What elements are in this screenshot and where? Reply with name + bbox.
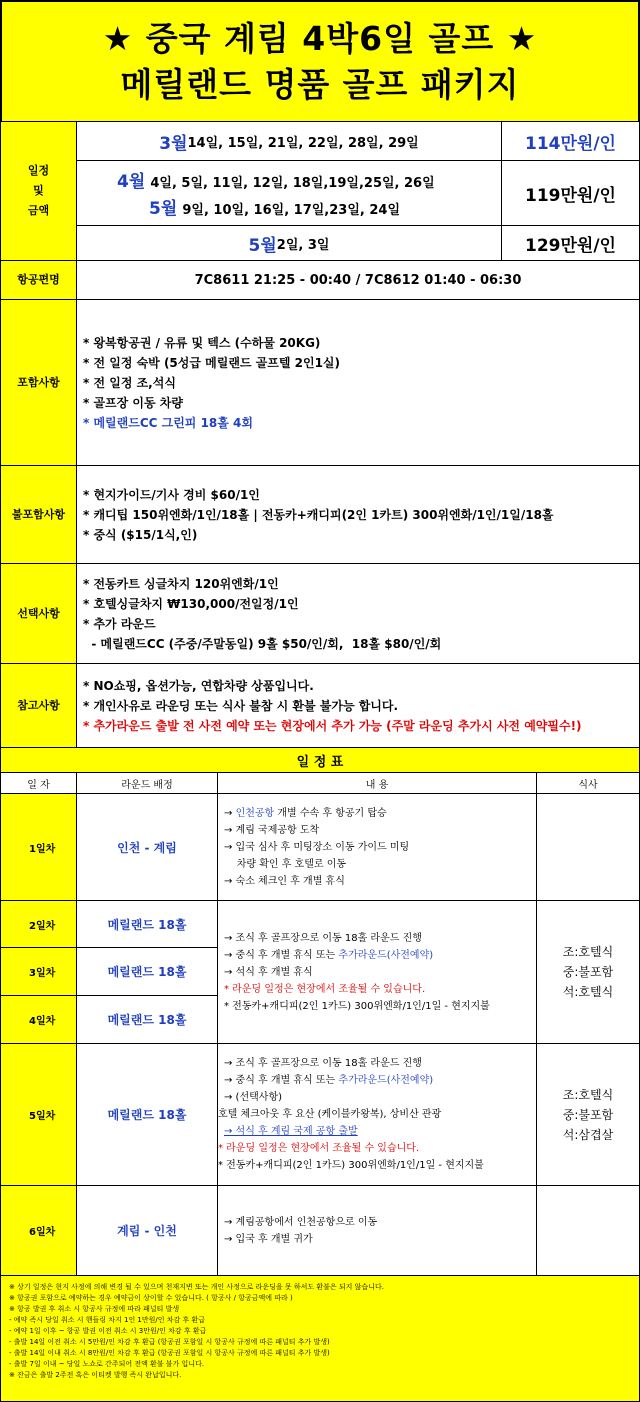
day-2-4-line <box>224 947 433 964</box>
included-item: * 왕복항공권 / 유류 및 텍스 (수하물 20KG) <box>83 335 321 350</box>
day-5-departure: → 석식 후 계림 국제 공항 출발 <box>224 1126 358 1137</box>
day-4-label: 4일차 <box>0 995 77 1044</box>
note-line: - 예약 1일 이후 ~ 항공 발권 이전 취소 시 3만원/인 차감 후 환급 <box>9 1327 207 1335</box>
extra-round-text: 추가라운드(사전예약) <box>338 1075 434 1086</box>
price-row-1: 114만원/인 <box>501 121 640 161</box>
schedule-row-1 <box>76 121 502 161</box>
included-item: * 메릴랜드CC 그린피 18홀 4회 <box>83 415 253 430</box>
reference-item: * NO쇼핑, 옵션가능, 연합차량 상품입니다. <box>83 678 314 693</box>
header-round: 라운드 배정 <box>76 772 218 794</box>
schedule-row-2-line-2 <box>117 194 400 219</box>
note-line: - 예약 즉시 당일 취소 시 핸들링 차지 1인 1만원/인 차감 후 환급 <box>9 1316 206 1324</box>
included-item: * 골프장 이동 차량 <box>83 395 183 410</box>
day-2-4-line: → 조식 후 골프장으로 이동 18홀 라운드 진행 <box>224 932 422 944</box>
day-2-round: 메릴랜드 18홀 <box>76 900 218 948</box>
day-1-line <box>224 805 387 822</box>
excluded-item: * 캐디팁 150위엔화/1인/18홀 | 전동카+캐디피(2인 1카트) 300위엔화/1인/1일/18홀 <box>83 507 554 522</box>
day-2-4-meal <box>536 900 640 1044</box>
reference-list <box>76 663 640 748</box>
day-6-line: → 계림공항에서 인천공항으로 이동 <box>224 1216 378 1228</box>
day-6-content <box>217 1185 537 1276</box>
note-line: ※ 항공권 포함으로 예약하는 경우 예약금이 상이할 수 있습니다. ( 항공사 / 항공금액에 따라 ) <box>9 1294 293 1302</box>
day-2-4-content <box>217 900 537 1044</box>
day-1-round: 인천 - 계림 <box>76 793 218 901</box>
included-list <box>76 299 640 466</box>
meal-lunch: 중:불포함 <box>562 965 614 979</box>
note-line: - 출발 14일 이전 취소 시 5만원/인 차감 후 환급 (항공권 포함일 시 항공사 규정에 따른 패널티 추가 발생) <box>9 1338 330 1346</box>
price-row-2: 119만원/인 <box>501 160 640 226</box>
day-2-label: 2일차 <box>0 900 77 948</box>
note-line: ※ 잔금은 출발 2주전 혹은 이티켓 발행 즉시 완납입니다. <box>9 1371 182 1379</box>
excluded-list <box>76 465 640 564</box>
meal-breakfast: 조:호텔식 <box>562 1087 614 1102</box>
day-4-round: 메릴랜드 18홀 <box>76 995 218 1044</box>
meal-lunch: 중:불포함 <box>562 1107 614 1122</box>
month-label: 5월 <box>248 235 277 256</box>
day-5-content <box>217 1043 537 1186</box>
header-meal: 식사 <box>536 772 640 794</box>
day-1-line: 차량 확인 후 호텔로 이동 <box>224 858 347 870</box>
price-row-3: 129만원/인 <box>501 225 640 261</box>
day-5-line: * 전동카+캐디피(2인 1카드) 300위엔화/1인/1일 - 현지지불 <box>218 1160 484 1171</box>
included-item: * 전 일정 조,석식 <box>83 375 176 390</box>
note-line: - 출발 7일 이내 ~ 당일 노쇼로 간주되어 전액 환불 불가 입니다. <box>9 1360 205 1368</box>
flight-value: 7C8611 21:25 - 00:40 / 7C8612 01:40 - 06:30 <box>76 260 640 300</box>
optional-label: 선택사항 <box>0 563 77 664</box>
day-6-round: 계림 - 인천 <box>76 1185 218 1276</box>
month-label: 4월 <box>117 172 146 192</box>
dates-text: 9일, 10일, 16일, 17일,23일, 24일 <box>182 203 401 218</box>
day-2-4-notice: * 라운딩 일정은 현장에서 조율될 수 있습니다. <box>224 983 426 995</box>
day-2-4-line-text: → 중식 후 개별 휴식 또는 <box>224 949 339 961</box>
day-5-round: 메릴랜드 18홀 <box>76 1043 218 1186</box>
day-5-line: 호텔 체크아웃 후 요산 (케이블카왕복), 상비산 관광 <box>218 1109 442 1120</box>
day-5-notice: * 라운딩 일정은 현장에서 조율될 수 있습니다. <box>218 1143 420 1154</box>
day-5-line: → (선택사항) <box>224 1092 283 1103</box>
schedule-label: 일정 및 금액 <box>0 121 77 261</box>
day-1-content <box>217 793 537 901</box>
day-6-meal <box>536 1185 640 1276</box>
dates-text: 4일, 5일, 11일, 12일, 18일,19일,25일, 26일 <box>150 176 435 191</box>
optional-item: * 전동카트 싱글차지 120위엔화/1인 <box>83 576 279 591</box>
optional-item: * 추가 라운드 <box>83 616 156 631</box>
month-label: 3월 <box>159 133 188 154</box>
day-1-label: 1일차 <box>0 793 77 901</box>
included-item: * 전 일정 숙박 (5성급 메릴랜드 골프텔 2인1실) <box>83 355 341 370</box>
title-banner <box>0 0 640 122</box>
day-1-line: → 계림 국제공항 도착 <box>224 824 320 836</box>
extra-round-text: 추가라운드(사전예약) <box>338 949 434 961</box>
title-line-1: ★ 중국 계림 4박6일 골프 ★ <box>102 18 538 58</box>
day-3-label: 3일차 <box>0 947 77 996</box>
day-1-meal <box>536 793 640 901</box>
day-3-round: 메릴랜드 18홀 <box>76 947 218 996</box>
excluded-item: * 중식 ($15/1식,인) <box>83 527 198 542</box>
day-6-label: 6일차 <box>0 1185 77 1276</box>
day-2-4-line: * 전동카+캐디피(2인 1카드) 300위엔화/1인/1일 - 현지지불 <box>224 1000 490 1012</box>
dates-text: 2일, 3일 <box>276 237 330 253</box>
day-5-label: 5일차 <box>0 1043 77 1186</box>
day-6-line: → 입국 후 개별 귀가 <box>224 1233 313 1245</box>
included-label: 포함사항 <box>0 299 77 466</box>
day-1-line: → 숙소 체크인 후 개별 휴식 <box>224 875 345 887</box>
note-line: ※ 항공 발권 후 취소 시 항공사 규정에 따라 패널티 발생 <box>9 1305 180 1313</box>
day-5-line <box>218 1072 433 1089</box>
day-5-meal <box>536 1043 640 1186</box>
day-5-line: → 조식 후 골프장으로 이동 18홀 라운드 진행 <box>224 1058 422 1069</box>
schedule-row-3 <box>76 225 502 261</box>
itinerary-title: 일 정 표 <box>0 747 640 773</box>
reference-warning: * 추가라운드 출발 전 사전 예약 또는 현장에서 추가 가능 (주말 라운딩 추가시 사전 예약필수!) <box>83 718 582 733</box>
day-1-line-rest: 개별 수속 후 항공기 탑승 <box>274 807 387 819</box>
header-day: 일 자 <box>0 772 77 794</box>
excluded-label: 불포함사항 <box>0 465 77 564</box>
meal-dinner: 석:호텔식 <box>562 985 614 999</box>
note-line: ※ 상기 일정은 현지 사정에 의해 변경 될 수 있으며 천재지변 또는 개인 사정으로 라운딩을 못 하셔도 환불은 되지 않습니다. <box>9 1283 384 1291</box>
meal-breakfast: 조:호텔식 <box>562 945 614 959</box>
flight-label: 항공편명 <box>0 260 77 300</box>
meal-dinner: 석:삼겹살 <box>562 1127 614 1142</box>
day-1-line: → 입국 심사 후 미팅장소 이동 가이드 미팅 <box>224 841 410 853</box>
header-content: 내 용 <box>217 772 537 794</box>
optional-item: * 호텔싱글차지 ₩130,000/전일정/1인 <box>83 596 299 611</box>
day-2-4-line: → 석식 후 개별 휴식 <box>224 966 313 978</box>
month-label: 5월 <box>149 199 178 219</box>
note-line: - 출발 14일 이내 취소 시 8만원/인 차감 후 환급 (항공권 포함일 시 항공사 규정에 따른 패널티 추가 발생) <box>9 1349 330 1357</box>
arrow-text: → <box>224 807 236 819</box>
schedule-row-2 <box>76 160 502 226</box>
reference-label: 참고사항 <box>0 663 77 748</box>
title-line-2: 메릴랜드 명품 골프 패키지 <box>120 64 520 104</box>
optional-item: - 메릴랜드CC (주중/주말동일) 9홀 $50/인/회, 18홀 $80/인/회 <box>83 636 442 651</box>
optional-list <box>76 563 640 664</box>
schedule-row-2-line-1 <box>117 167 435 192</box>
reference-item: * 개인사유로 라운딩 또는 식사 불참 시 환불 불가능 합니다. <box>83 698 399 713</box>
dates-text: 14일, 15일, 21일, 22일, 28일, 29일 <box>187 135 419 151</box>
excluded-item: * 현지가이드/기사 경비 $60/1인 <box>83 487 260 502</box>
incheon-airport-text: 인천공항 <box>235 807 275 819</box>
day-5-line-text: → 중식 후 개별 휴식 또는 <box>224 1075 339 1086</box>
notes-box <box>0 1275 640 1402</box>
